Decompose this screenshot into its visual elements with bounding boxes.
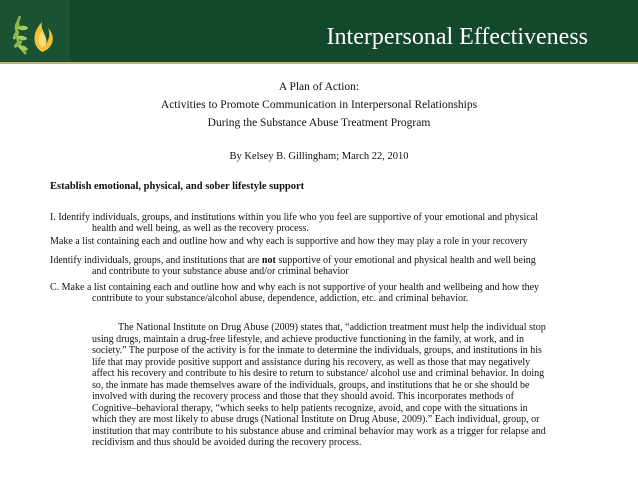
plan-title: A Plan of Action:	[278, 81, 360, 93]
plan-subtitle-2: During the Substance Abuse Treatment Program	[207, 117, 431, 129]
list-item-text: Identify individuals, groups, and institutions that are	[50, 255, 262, 266]
list-item-continuation: and contribute to your substance abuse and/or criminal behavior	[92, 266, 349, 277]
author-byline: By Kelsey B. Gillingham; March 22, 2010	[229, 151, 409, 162]
paragraph-line: life that may provide positive support and assistance during his recovery, as well as those that may negatively	[92, 356, 531, 368]
list-item	[50, 212, 595, 234]
header-divider	[0, 62, 638, 64]
body-paragraph	[92, 322, 582, 449]
list-item-text: supportive of your emotional and physical health and well being	[275, 255, 536, 266]
list-item-line: I. Identify individuals, groups, and institutions within you life who you feel are supportive of your emotional and physical	[50, 212, 538, 223]
flame-laurel-logo-icon	[8, 4, 62, 58]
logo	[0, 0, 70, 62]
page-title: Interpersonal Effectiveness	[326, 24, 588, 50]
paragraph-line: affect his recovery and contribute to his desire to return to substance/ alcohol use and criminal behavior. In doing	[92, 368, 545, 379]
paragraph-line: recidivism and thus should be avoided during the recovery process.	[92, 437, 362, 448]
paragraph-line: so, the inmate has made themselves aware of the individuals, groups, and institutions that he or she should be	[92, 379, 530, 391]
paragraph-line: Cognitive–behavioral therapy, “which seeks to help patients recognize, avoid, and cope with the situations in	[92, 402, 528, 414]
emphasis-not: not	[261, 255, 276, 266]
list-item	[50, 255, 595, 277]
plan-subtitle: Activities to Promote Communication in Interpersonal Relationships	[160, 99, 478, 111]
paragraph-line: institution that may contribute to his substance abuse and criminal behavior may work as a trigger for relapse and	[92, 425, 546, 437]
list-item-line	[50, 255, 595, 266]
paragraph-line: using drugs, maintain a drug-free lifestyle, and achieve productive functioning in the family, at work, and in	[92, 333, 525, 345]
paragraph-line: involved with during the recovery process and those that they should avoid. This incorporates methods of	[92, 391, 514, 402]
list-item-continuation: health and well being, as well as the recovery process.	[92, 223, 309, 234]
header-band	[0, 0, 638, 62]
list-item-line: Make a list containing each and outline how and why each is supportive and how they may play a role in your recovery	[50, 236, 528, 247]
list-item-continuation: contribute to your substance/alcohol abuse, dependence, addiction, etc. and criminal behavior.	[92, 293, 469, 304]
paragraph-line: The National Institute on Drug Abuse (2009) states that, “addiction treatment must help the individual stop	[118, 322, 546, 333]
list-item-line: C. Make a list containing each and outline how and why each is not supportive of your health and wellbeing and how they	[50, 282, 540, 293]
paragraph-line: which they are most likely to abuse drugs (National Institute on Drug Abuse, 2009).” Each individual, group, or	[92, 414, 540, 425]
section-heading: Establish emotional, physical, and sober lifestyle support	[50, 181, 305, 192]
list-item	[50, 282, 595, 304]
paragraph-line: society.” The purpose of the activity is for the inmate to determine the individuals, groups, and institutions in his	[92, 345, 542, 356]
list-item	[50, 236, 595, 247]
